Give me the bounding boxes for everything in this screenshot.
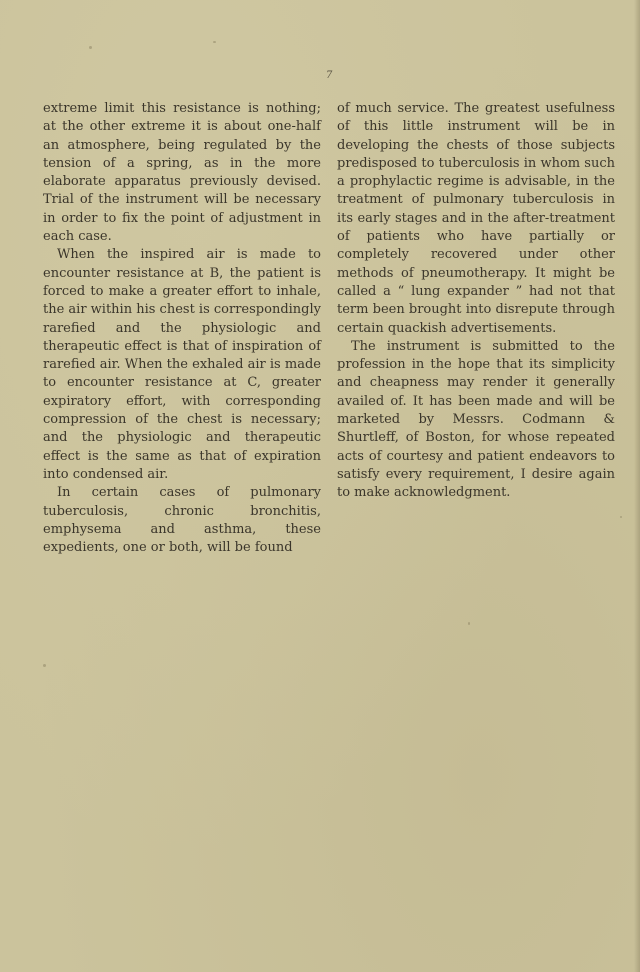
paper-speck <box>89 46 92 49</box>
left-text-column <box>43 100 321 557</box>
paper-speck <box>43 664 46 667</box>
paragraph: of much service. The greatest usefulness of this little instrument will be in developing the chests of those subjects predisposed to tuberculosis in whom such a prophylactic regime is advisable, in the treatment of pulmonary tuberculosis in its early stages and in the after-treatment of patients who have partially or completely recovered under other methods of pneumotherapy. It might be called a “ lung expander ” had not that term been brought into disrepute through certain quackish advertisements. <box>337 101 615 336</box>
page-number: 7 <box>326 70 333 81</box>
paragraph: When the inspired air is made to encounter resistance at B, the patient is forced to make a greater effort to inhale, the air within his chest is correspondingly rarefied and the physiologic and therapeutic effect is that of inspiration of rarefied air. When the exhaled air is made to encounter resistance at C, greater expiratory effort, with corresponding compression of the chest is necessary; and the physiologic and therapeutic effect is the same as that of expiration into condensed air. <box>43 247 321 482</box>
page-edge-shadow <box>634 0 640 972</box>
paragraph: extreme limit this resistance is nothing; at the other extreme it is about one-half an atmosphere, being regulated by the tension of a spring, as in the more elaborate apparatus previously devised. Trial of the instrument will be necessary in order to fix the point of adjustment in each case. <box>43 101 321 245</box>
right-text-column <box>337 100 615 503</box>
paragraph: The instrument is submitted to the profession in the hope that its simplicity and cheapness may render it generally availed of. It has been made and will be marketed by Messrs. Codmann & Shurtleff, of Boston, for whose repeated acts of courtesy and patient endeavors to satisfy every requirement, I desire again to make acknowledgment. <box>337 338 615 501</box>
paper-speck <box>620 516 622 518</box>
paper-speck <box>468 622 470 625</box>
paper-speck <box>213 41 216 43</box>
paragraph: In certain cases of pulmonary tuberculosis, chronic bronchitis, emphysema and asthma, these expedients, one or both, will be found <box>43 485 321 556</box>
